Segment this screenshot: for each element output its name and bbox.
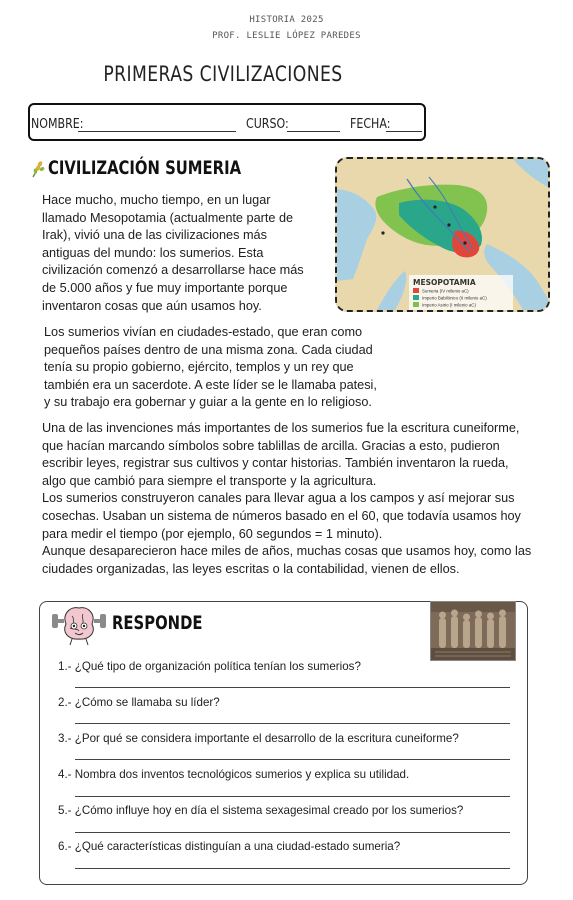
question-6: 6.- ¿Qué características distinguían a una ciudad-estado sumeria? [58,840,401,853]
page-title: PRIMERAS CIVILIZACIONES [103,62,343,86]
date-label: FECHA: [350,117,391,132]
brain-icon [50,604,108,646]
course-field[interactable] [287,131,340,132]
question-2: 2.- ¿Cómo se llamaba su líder? [58,696,220,709]
answer-line-1[interactable] [75,687,510,688]
city-states-paragraph: Los sumerios vivían en ciudades-estado, que eran como pequeños países dentro de una misma zona. Cada ciudad tenía su propio gobierno, ejército, templos y un rey que también era un sacerdote. A este líder se le llamaba patesi, y su trabajo era gobernar y guiar a la gente en lo religioso. [44,325,377,410]
teacher-header: PROF. LESLIE LÓPEZ PAREDES [212,31,361,41]
course-label: CURSO: [246,117,289,132]
inventions-paragraph: Una de las invenciones más importantes de los sumerios fue la escritura cuneiforme, que hacían marcando símbolos sobre tablillas de arcilla. Gracias a esto, pudieron escribir leyes, registrar sus cultivos y contar historias. También inventaron la rueda, algo que cambió para siempre el transporte y la agricultura. Los sumerios construyeron canales para llevar agua a los campos y así mejorar sus cosechas. Usaban un sistema de números basado en el 60, que todavía usamos hoy para medir el tiempo (por ejemplo, 60 segundos = 1 minuto). Aunque desaparecieron hace miles de años, muchas cosas que usamos hoy, como las ciudades organizadas, las leyes escritas o la contabilidad, vienen de ellos. [42,421,532,576]
answer-line-6[interactable] [75,868,510,869]
answer-line-4[interactable] [75,796,510,797]
question-3: 3.- ¿Por qué se considera importante el desarrollo de la escritura cuneiforme? [58,732,459,745]
intro-paragraph: Hace mucho, mucho tiempo, en un lugar llamado Mesopotamia (actualmente parte de Irak), vivió una de las civilizaciones más antiguas del mundo: los sumerios. Esta civilización comenzó a desarrollarse hace más de 5.000 años y fue muy importante porque inventaron cosas que aún usamos hoy. [42,193,304,313]
wheat-icon [30,160,46,178]
map-legend-sumeria: Sumeria (IV milenio aC) [422,288,469,294]
map-title: MESOPOTAMIA [413,278,476,287]
name-label: NOMBRE: [31,117,84,132]
answer-line-3[interactable] [75,759,510,760]
question-4: 4.- Nombra dos inventos tecnológicos sumerios y explica su utilidad. [58,768,410,781]
subject-header: HISTORIA 2025 [249,15,324,25]
responde-title: RESPONDE [112,612,203,634]
answer-line-2[interactable] [75,723,510,724]
answer-line-5[interactable] [75,832,510,833]
map-legend-assyria: Imperio Asirio (I milenio aC) [422,302,476,308]
mesopotamia-map [335,157,550,312]
question-5: 5.- ¿Cómo influye hoy en día el sistema sexagesimal creado por los sumerios? [58,804,464,817]
sumerian-relief-image [430,601,516,661]
section-title: CIVILIZACIÓN SUMERIA [48,157,242,179]
map-legend-babylon: Imperio Babilónico (II milenio aC) [422,295,487,301]
date-field[interactable] [386,131,422,132]
name-field[interactable] [78,131,236,132]
question-1: 1.- ¿Qué tipo de organización política tenían los sumerios? [58,660,361,673]
